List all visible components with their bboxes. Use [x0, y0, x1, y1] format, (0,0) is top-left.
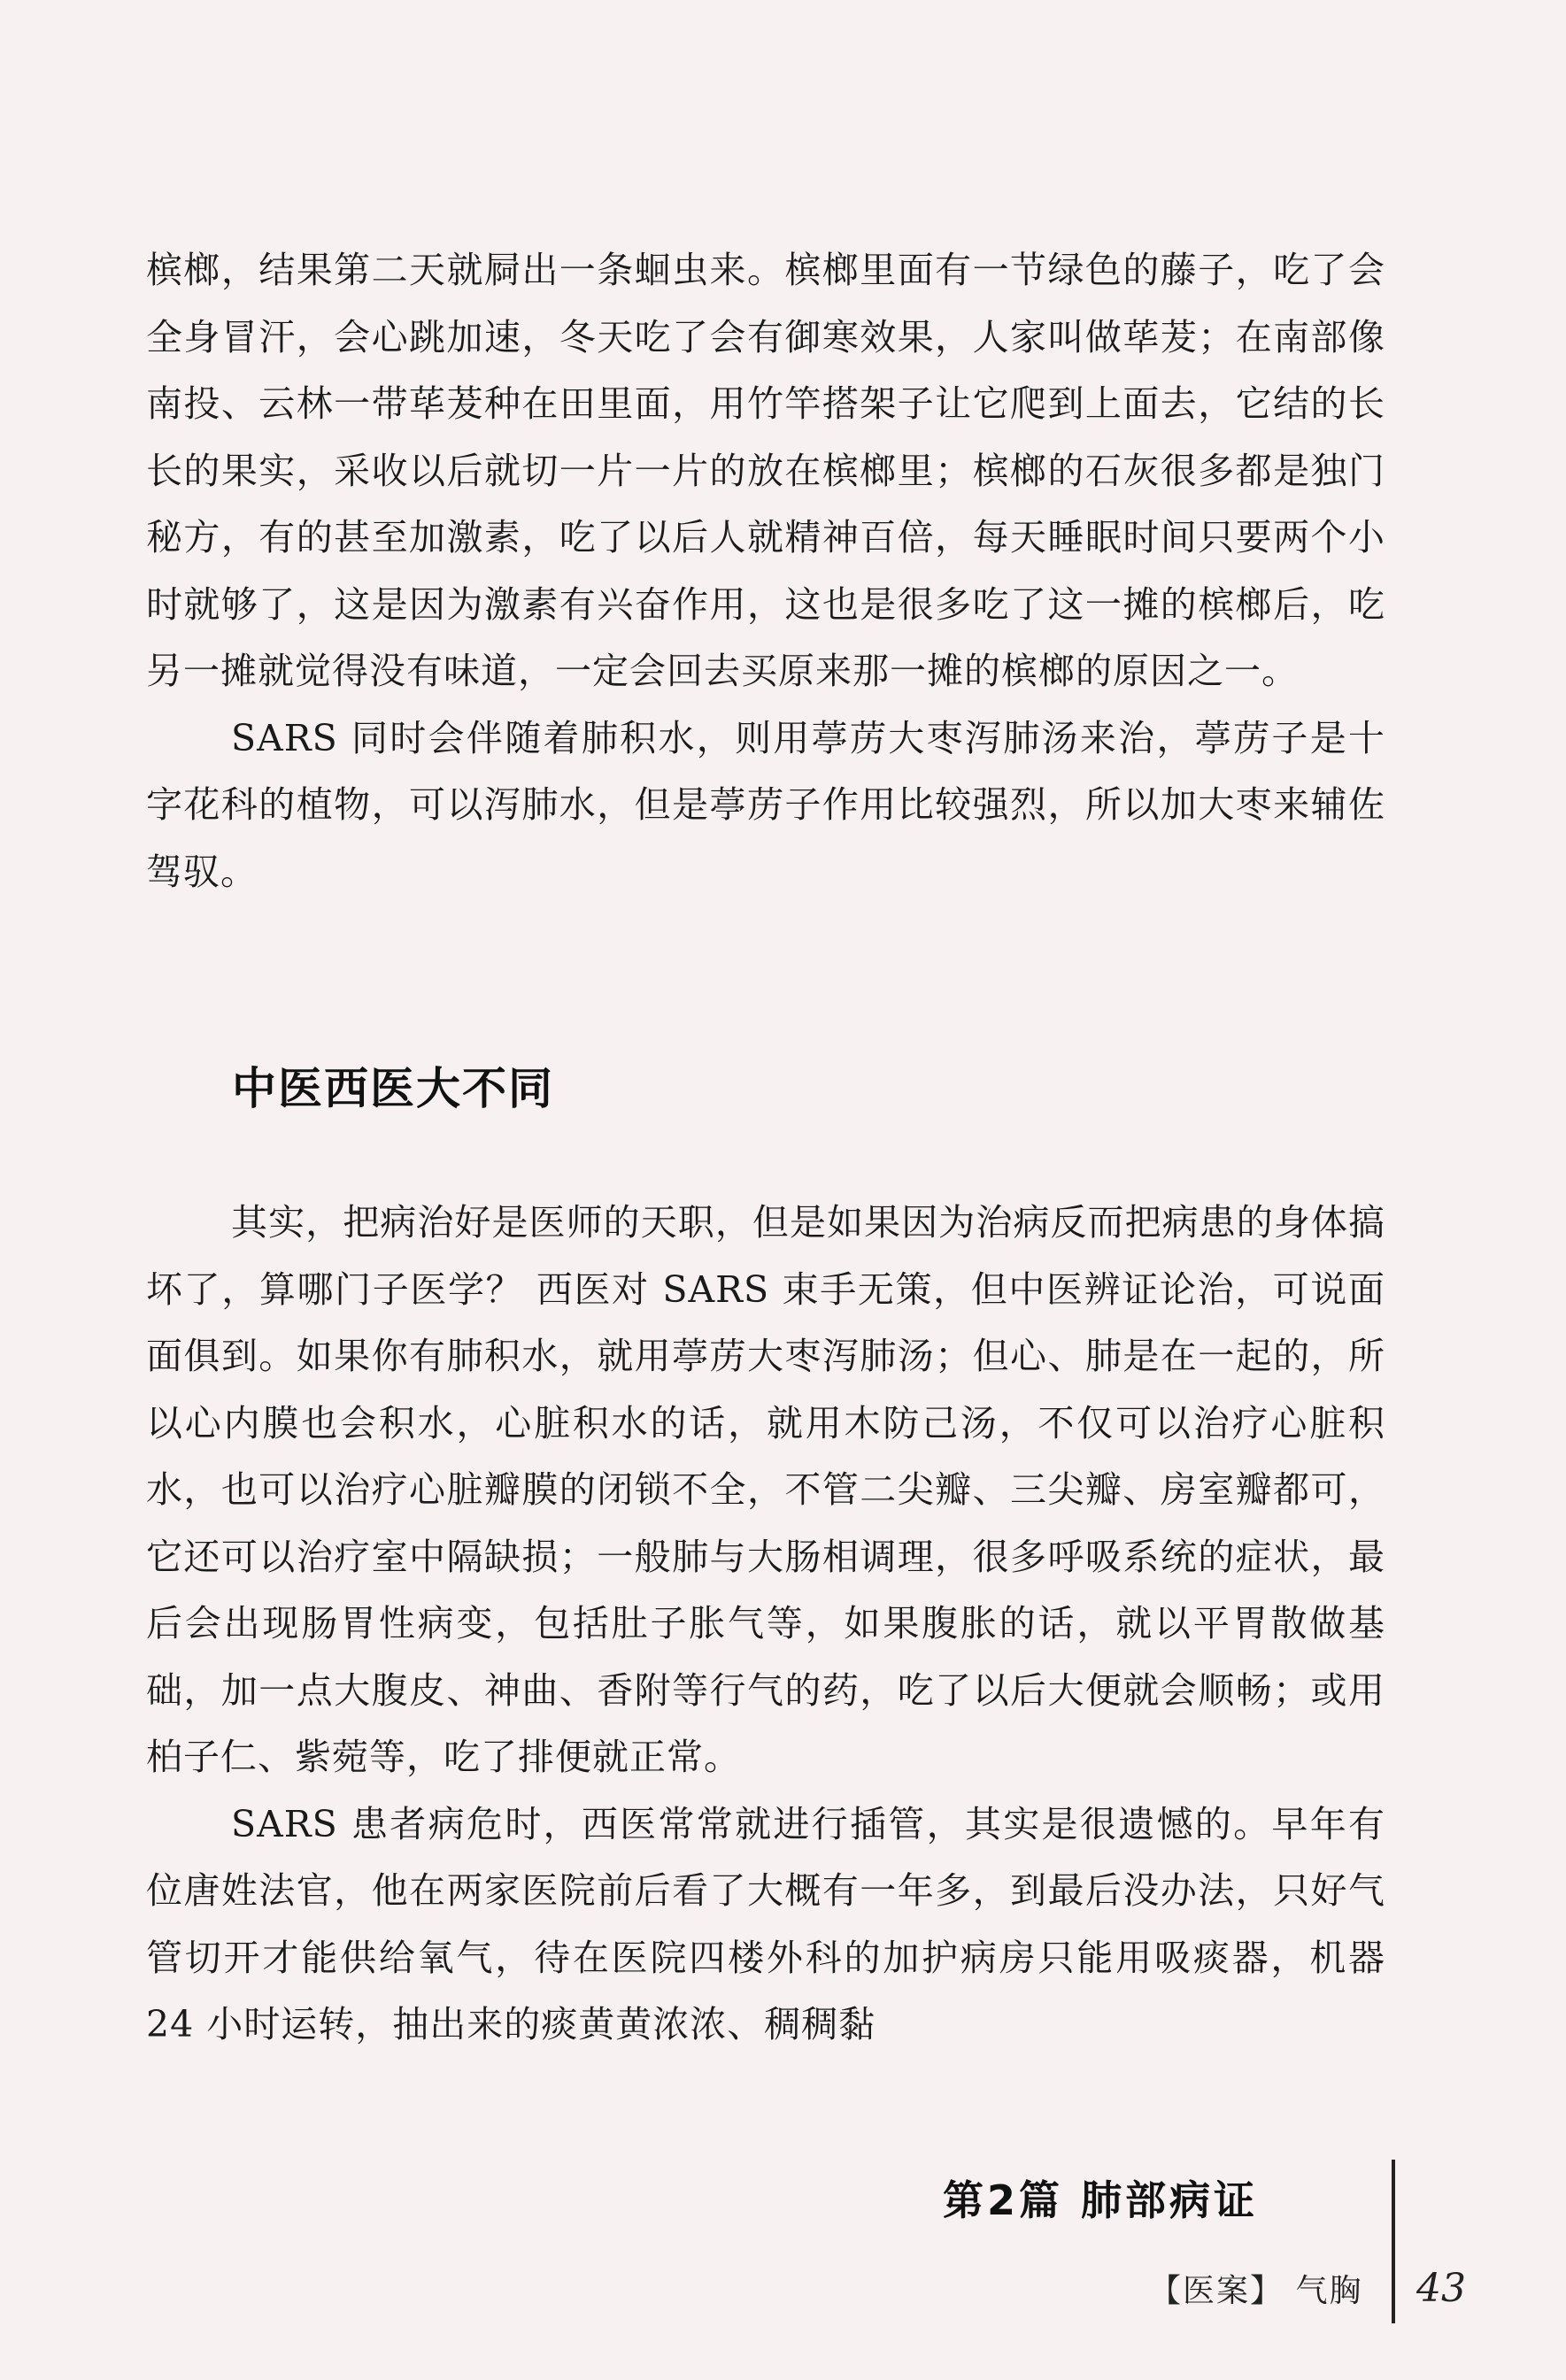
- paragraph-continued: 槟榔，结果第二天就屙出一条蛔虫来。槟榔里面有一节绿色的藤子，吃了会全身冒汗，会心跳加速，冬天吃了会有御寒效果，人家叫做荜茇；在南部像南投、云林一带荜茇种在田里面，用竹竿搭架子让它爬到上面去，它结的长长的果实，采收以后就切一片一片的放在槟榔里；槟榔的石灰很多都是独门秘方，有的甚至加激素，吃了以后人就精神百倍，每天睡眠时间只要两个小时就够了，这是因为激素有兴奋作用，这也是很多吃了这一摊的槟榔后，吃另一摊就觉得没有味道，一定会回去买原来那一摊的槟榔的原因之一。: [146, 249, 1385, 692]
- paragraph-tcm-vs-western: 其实，把病治好是医师的天职，但是如果因为治病反而把病患的身体搞坏了，算哪门子医学？ 西医对 SARS 束手无策，但中医辨证论治，可说面面俱到。如果你有肺积水，就用葶苈大枣泻肺汤；但心、肺是在一起的，所以心内膜也会积水，心脏积水的话，就用木防己汤，不仅可以治疗心脏积水，也可以治疗心脏瓣膜的闭锁不全，不管二尖瓣、三尖瓣、房室瓣都可，它还可以治疗室中隔缺损；一般肺与大肠相调理，很多呼吸系统的症状，最后会出现肠胃性病变，包括肚子胀气等，如果腹胀的话，就以平胃散做基础，加一点大腹皮、神曲、香附等行气的药，吃了以后大便就会顺畅；或用柏子仁、紫菀等，吃了排便就正常。: [146, 1201, 1385, 1778]
- running-footer-chapter: 第2篇 肺部病证: [943, 2176, 1259, 2224]
- paragraph-sars-lung-water: SARS 同时会伴随着肺积水，则用葶苈大枣泻肺汤来治，葶苈子是十字花科的植物，可以泻肺水，但是葶苈子作用比较强烈，所以加大枣来辅佐驾驭。: [146, 716, 1385, 893]
- paragraph-sars-intubation: SARS 患者病危时，西医常常就进行插管，其实是很遗憾的。早年有位唐姓法官，他在两家医院前后看了大概有一年多，到最后没办法，只好气管切开才能供给氧气，待在医院四楼外科的加护病房只能用吸痰器，机器 24 小时运转，抽出来的痰黄黄浓浓、稠稠黏: [146, 1802, 1385, 2045]
- section-heading: 中医西医大不同: [232, 1063, 554, 1114]
- page-number: 43: [1416, 2266, 1466, 2311]
- footer-divider: [1392, 2160, 1395, 2323]
- running-footer-case: 【医案】 气胸: [1149, 2273, 1363, 2309]
- body-text-section-2: [146, 1190, 1385, 2059]
- body-text-section-1: [146, 237, 1385, 905]
